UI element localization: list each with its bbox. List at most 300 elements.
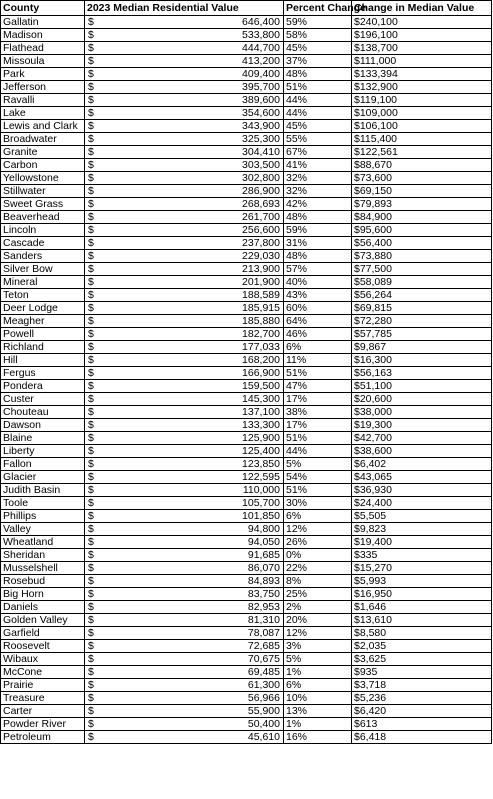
percent-change-cell[interactable]: 12%	[284, 523, 352, 536]
percent-change-cell[interactable]: 6%	[284, 679, 352, 692]
currency-symbol: $	[88, 42, 94, 54]
percent-change-cell[interactable]: 37%	[284, 55, 352, 68]
county-cell[interactable]: Sheridan	[1, 549, 85, 562]
change-in-value-cell[interactable]: $56,163	[352, 367, 492, 380]
percent-change-cell[interactable]: 32%	[284, 172, 352, 185]
change-in-value-cell[interactable]: $935	[352, 666, 492, 679]
median-value-cell[interactable]	[85, 432, 284, 445]
median-value-cell[interactable]	[85, 211, 284, 224]
median-value-cell[interactable]	[85, 237, 284, 250]
county-cell[interactable]: Flathead	[1, 42, 85, 55]
median-value: 137,100	[242, 406, 280, 418]
percent-change-cell[interactable]: 44%	[284, 445, 352, 458]
currency-symbol: $	[88, 497, 94, 509]
median-value: 82,953	[247, 601, 280, 613]
median-value-cell[interactable]	[85, 81, 284, 94]
county-cell[interactable]: Meagher	[1, 315, 85, 328]
change-in-value-cell[interactable]: $16,300	[352, 354, 492, 367]
county-cell[interactable]: Granite	[1, 146, 85, 159]
county-cell[interactable]: Glacier	[1, 471, 85, 484]
county-cell[interactable]: Silver Bow	[1, 263, 85, 276]
median-value: 110,000	[242, 484, 280, 496]
median-value-cell[interactable]	[85, 263, 284, 276]
median-value: 389,600	[242, 94, 280, 106]
change-in-value-cell[interactable]: $5,236	[352, 692, 492, 705]
percent-change-cell[interactable]: 45%	[284, 120, 352, 133]
change-in-value-cell[interactable]: $119,100	[352, 94, 492, 107]
change-in-value-cell[interactable]: $57,785	[352, 328, 492, 341]
median-value-cell[interactable]	[85, 614, 284, 627]
percent-change-cell[interactable]: 48%	[284, 250, 352, 263]
percent-change-cell[interactable]: 51%	[284, 367, 352, 380]
percent-change-cell[interactable]: 6%	[284, 510, 352, 523]
change-in-value-cell[interactable]: $36,930	[352, 484, 492, 497]
change-in-value-cell[interactable]: $51,100	[352, 380, 492, 393]
county-cell[interactable]: Teton	[1, 289, 85, 302]
median-value-cell[interactable]	[85, 510, 284, 523]
currency-symbol: $	[88, 172, 94, 184]
percent-change-cell[interactable]: 20%	[284, 614, 352, 627]
county-cell[interactable]: Petroleum	[1, 731, 85, 744]
percent-change-cell[interactable]: 44%	[284, 94, 352, 107]
county-cell[interactable]: Musselshell	[1, 562, 85, 575]
percent-change-cell[interactable]: 48%	[284, 68, 352, 81]
change-in-value-cell[interactable]: $13,610	[352, 614, 492, 627]
county-cell[interactable]: Phillips	[1, 510, 85, 523]
county-cell[interactable]: Prairie	[1, 679, 85, 692]
change-in-value-cell[interactable]: $115,400	[352, 133, 492, 146]
change-in-value-cell[interactable]: $69,815	[352, 302, 492, 315]
county-cell[interactable]: Cascade	[1, 237, 85, 250]
county-cell[interactable]: Broadwater	[1, 133, 85, 146]
median-value: 56,966	[247, 692, 280, 704]
median-value-cell[interactable]	[85, 341, 284, 354]
percent-change-cell[interactable]: 45%	[284, 42, 352, 55]
percent-change-cell[interactable]: 47%	[284, 380, 352, 393]
change-in-value-cell[interactable]: $58,089	[352, 276, 492, 289]
median-value-cell[interactable]	[85, 120, 284, 133]
county-cell[interactable]: Ravalli	[1, 94, 85, 107]
median-value-cell[interactable]	[85, 692, 284, 705]
change-in-value-cell[interactable]: $3,625	[352, 653, 492, 666]
percent-change-cell[interactable]: 43%	[284, 289, 352, 302]
change-in-value-cell[interactable]: $77,500	[352, 263, 492, 276]
county-cell[interactable]: Daniels	[1, 601, 85, 614]
median-value: 185,915	[242, 302, 280, 314]
change-in-value-cell[interactable]: $111,000	[352, 55, 492, 68]
median-value-cell[interactable]	[85, 549, 284, 562]
change-in-value-cell[interactable]: $72,280	[352, 315, 492, 328]
percent-change-cell[interactable]: 67%	[284, 146, 352, 159]
table-row	[1, 562, 492, 575]
change-in-value-cell[interactable]: $335	[352, 549, 492, 562]
county-cell[interactable]: Rosebud	[1, 575, 85, 588]
percent-change-cell[interactable]: 41%	[284, 159, 352, 172]
median-value-cell[interactable]	[85, 588, 284, 601]
change-in-value-cell[interactable]: $3,718	[352, 679, 492, 692]
table-row	[1, 510, 492, 523]
header-median-value[interactable]: 2023 Median Residential Value	[85, 1, 284, 16]
median-value: 61,300	[247, 679, 280, 691]
change-in-value-cell[interactable]: $19,400	[352, 536, 492, 549]
table-row	[1, 94, 492, 107]
table-row	[1, 497, 492, 510]
table-row	[1, 406, 492, 419]
currency-symbol: $	[88, 276, 94, 288]
county-cell[interactable]: Park	[1, 68, 85, 81]
county-cell[interactable]: Fallon	[1, 458, 85, 471]
percent-change-cell[interactable]: 8%	[284, 575, 352, 588]
median-value: 69,485	[247, 666, 280, 678]
county-cell[interactable]: Chouteau	[1, 406, 85, 419]
currency-symbol: $	[88, 458, 94, 470]
county-cell[interactable]: Jefferson	[1, 81, 85, 94]
change-in-value-cell[interactable]: $42,700	[352, 432, 492, 445]
change-in-value-cell[interactable]: $95,600	[352, 224, 492, 237]
change-in-value-cell[interactable]: $5,505	[352, 510, 492, 523]
change-in-value-cell[interactable]: $20,600	[352, 393, 492, 406]
county-cell[interactable]: Liberty	[1, 445, 85, 458]
header-percent-change[interactable]: Percent Change	[284, 1, 352, 16]
percent-change-cell[interactable]: 1%	[284, 666, 352, 679]
percent-change-cell[interactable]: 26%	[284, 536, 352, 549]
median-value-cell[interactable]	[85, 315, 284, 328]
currency-symbol: $	[88, 146, 94, 158]
county-cell[interactable]: Valley	[1, 523, 85, 536]
county-cell[interactable]: Sanders	[1, 250, 85, 263]
county-cell[interactable]: Carter	[1, 705, 85, 718]
median-value-cell[interactable]	[85, 42, 284, 55]
change-in-value-cell[interactable]: $69,150	[352, 185, 492, 198]
county-cell[interactable]: Golden Valley	[1, 614, 85, 627]
percent-change-cell[interactable]: 0%	[284, 549, 352, 562]
median-value-cell[interactable]	[85, 185, 284, 198]
percent-change-cell[interactable]: 59%	[284, 224, 352, 237]
median-value-cell[interactable]	[85, 640, 284, 653]
percent-change-cell[interactable]: 58%	[284, 29, 352, 42]
county-cell[interactable]: Fergus	[1, 367, 85, 380]
median-value: 125,900	[242, 432, 280, 444]
table-row	[1, 133, 492, 146]
median-value-cell[interactable]	[85, 68, 284, 81]
percent-change-cell[interactable]: 17%	[284, 393, 352, 406]
currency-symbol: $	[88, 406, 94, 418]
median-value: 50,400	[247, 718, 280, 730]
county-cell[interactable]: McCone	[1, 666, 85, 679]
header-change-in-value[interactable]: Change in Median Value	[352, 1, 492, 16]
table-row	[1, 107, 492, 120]
median-value: 213,900	[242, 263, 280, 275]
median-value-cell[interactable]	[85, 198, 284, 211]
table-row	[1, 471, 492, 484]
percent-change-cell[interactable]: 57%	[284, 263, 352, 276]
change-in-value-cell[interactable]: $73,880	[352, 250, 492, 263]
percent-change-cell[interactable]: 60%	[284, 302, 352, 315]
percent-change-cell[interactable]: 54%	[284, 471, 352, 484]
median-value-cell[interactable]	[85, 445, 284, 458]
median-value: 646,400	[242, 16, 280, 28]
percent-change-cell[interactable]: 51%	[284, 432, 352, 445]
median-value: 237,800	[242, 237, 280, 249]
median-value-cell[interactable]	[85, 666, 284, 679]
median-value-cell[interactable]	[85, 55, 284, 68]
median-value: 201,900	[242, 276, 280, 288]
median-value-cell[interactable]	[85, 159, 284, 172]
median-value-cell[interactable]	[85, 289, 284, 302]
percent-change-cell[interactable]: 31%	[284, 237, 352, 250]
percent-change-cell[interactable]: 64%	[284, 315, 352, 328]
median-value-cell[interactable]	[85, 601, 284, 614]
change-in-value-cell[interactable]: $6,420	[352, 705, 492, 718]
median-value-cell[interactable]	[85, 705, 284, 718]
table-row	[1, 367, 492, 380]
percent-change-cell[interactable]: 30%	[284, 497, 352, 510]
change-in-value-cell[interactable]: $132,900	[352, 81, 492, 94]
median-value-cell[interactable]	[85, 354, 284, 367]
county-cell[interactable]: Blaine	[1, 432, 85, 445]
change-in-value-cell[interactable]: $6,402	[352, 458, 492, 471]
median-value-cell[interactable]	[85, 536, 284, 549]
change-in-value-cell[interactable]: $240,100	[352, 16, 492, 29]
county-cell[interactable]: Powell	[1, 328, 85, 341]
median-value-cell[interactable]	[85, 575, 284, 588]
currency-symbol: $	[88, 185, 94, 197]
county-cell[interactable]: Wibaux	[1, 653, 85, 666]
county-cell[interactable]: Missoula	[1, 55, 85, 68]
change-in-value-cell[interactable]: $9,867	[352, 341, 492, 354]
county-cell[interactable]: Madison	[1, 29, 85, 42]
median-value: 413,200	[242, 55, 280, 67]
median-value-cell[interactable]	[85, 302, 284, 315]
table-row	[1, 731, 492, 744]
county-cell[interactable]: Gallatin	[1, 16, 85, 29]
median-value: 261,700	[242, 211, 280, 223]
percent-change-cell[interactable]: 12%	[284, 627, 352, 640]
header-county[interactable]: County	[1, 1, 85, 16]
percent-change-cell[interactable]: 1%	[284, 718, 352, 731]
change-in-value-cell[interactable]: $88,670	[352, 159, 492, 172]
median-value-cell[interactable]	[85, 94, 284, 107]
median-value: 133,300	[242, 419, 280, 431]
change-in-value-cell[interactable]: $56,264	[352, 289, 492, 302]
table-row	[1, 211, 492, 224]
percent-change-cell[interactable]: 11%	[284, 354, 352, 367]
change-in-value-cell[interactable]: $9,823	[352, 523, 492, 536]
median-value-cell[interactable]	[85, 367, 284, 380]
percent-change-cell[interactable]: 22%	[284, 562, 352, 575]
change-in-value-cell[interactable]: $38,000	[352, 406, 492, 419]
median-value: 185,880	[242, 315, 280, 327]
percent-change-cell[interactable]: 42%	[284, 198, 352, 211]
median-value: 177,033	[242, 341, 280, 353]
median-value: 166,900	[242, 367, 280, 379]
median-value-cell[interactable]	[85, 224, 284, 237]
median-value-cell[interactable]	[85, 380, 284, 393]
percent-change-cell[interactable]: 32%	[284, 185, 352, 198]
county-cell[interactable]: Big Horn	[1, 588, 85, 601]
median-value: 268,693	[242, 198, 280, 210]
change-in-value-cell[interactable]: $8,580	[352, 627, 492, 640]
median-value: 409,400	[242, 68, 280, 80]
county-cell[interactable]: Wheatland	[1, 536, 85, 549]
median-value-cell[interactable]	[85, 471, 284, 484]
table-row	[1, 146, 492, 159]
median-value-cell[interactable]	[85, 133, 284, 146]
median-value-cell[interactable]	[85, 328, 284, 341]
table-row	[1, 224, 492, 237]
median-value-cell[interactable]	[85, 419, 284, 432]
percent-change-cell[interactable]: 10%	[284, 692, 352, 705]
currency-symbol: $	[88, 705, 94, 717]
median-value: 168,200	[242, 354, 280, 366]
percent-change-cell[interactable]: 5%	[284, 458, 352, 471]
percent-change-cell[interactable]: 2%	[284, 601, 352, 614]
percent-change-cell[interactable]: 5%	[284, 653, 352, 666]
change-in-value-cell[interactable]: $43,065	[352, 471, 492, 484]
median-value: 303,500	[242, 159, 280, 171]
median-value-cell[interactable]	[85, 627, 284, 640]
county-cell[interactable]: Yellowstone	[1, 172, 85, 185]
percent-change-cell[interactable]: 38%	[284, 406, 352, 419]
currency-symbol: $	[88, 263, 94, 275]
percent-change-cell[interactable]: 46%	[284, 328, 352, 341]
median-value-cell[interactable]	[85, 562, 284, 575]
percent-change-cell[interactable]: 59%	[284, 16, 352, 29]
currency-symbol: $	[88, 627, 94, 639]
table-row	[1, 302, 492, 315]
percent-change-cell[interactable]: 44%	[284, 107, 352, 120]
county-cell[interactable]: Garfield	[1, 627, 85, 640]
percent-change-cell[interactable]: 6%	[284, 341, 352, 354]
median-value: 125,400	[242, 445, 280, 457]
table-row	[1, 419, 492, 432]
change-in-value-cell[interactable]: $73,600	[352, 172, 492, 185]
county-cell[interactable]: Sweet Grass	[1, 198, 85, 211]
county-cell[interactable]: Beaverhead	[1, 211, 85, 224]
median-value-cell[interactable]	[85, 107, 284, 120]
county-cell[interactable]: Lewis and Clark	[1, 120, 85, 133]
median-value-cell[interactable]	[85, 172, 284, 185]
county-cell[interactable]: Lake	[1, 107, 85, 120]
change-in-value-cell[interactable]: $196,100	[352, 29, 492, 42]
median-value-cell[interactable]	[85, 679, 284, 692]
currency-symbol: $	[88, 107, 94, 119]
median-value-cell[interactable]	[85, 146, 284, 159]
percent-change-cell[interactable]: 13%	[284, 705, 352, 718]
table-row	[1, 263, 492, 276]
percent-change-cell[interactable]: 48%	[284, 211, 352, 224]
county-cell[interactable]: Deer Lodge	[1, 302, 85, 315]
change-in-value-cell[interactable]: $2,035	[352, 640, 492, 653]
change-in-value-cell[interactable]: $5,993	[352, 575, 492, 588]
change-in-value-cell[interactable]: $56,400	[352, 237, 492, 250]
county-cell[interactable]: Carbon	[1, 159, 85, 172]
median-value: 78,087	[247, 627, 280, 639]
change-in-value-cell[interactable]: $15,270	[352, 562, 492, 575]
county-cell[interactable]: Custer	[1, 393, 85, 406]
median-value: 533,800	[242, 29, 280, 41]
median-value-cell[interactable]	[85, 523, 284, 536]
median-value: 123,850	[242, 458, 280, 470]
currency-symbol: $	[88, 692, 94, 704]
percent-change-cell[interactable]: 3%	[284, 640, 352, 653]
percent-change-cell[interactable]: 51%	[284, 81, 352, 94]
county-cell[interactable]: Richland	[1, 341, 85, 354]
change-in-value-cell[interactable]: $138,700	[352, 42, 492, 55]
median-value-cell[interactable]	[85, 653, 284, 666]
percent-change-cell[interactable]: 16%	[284, 731, 352, 744]
table-row	[1, 55, 492, 68]
median-value-cell[interactable]	[85, 718, 284, 731]
percent-change-cell[interactable]: 55%	[284, 133, 352, 146]
county-cell[interactable]: Powder River	[1, 718, 85, 731]
median-value-cell[interactable]	[85, 497, 284, 510]
percent-change-cell[interactable]: 25%	[284, 588, 352, 601]
currency-symbol: $	[88, 419, 94, 431]
median-value-cell[interactable]	[85, 731, 284, 744]
median-value: 83,750	[247, 588, 280, 600]
county-cell[interactable]: Hill	[1, 354, 85, 367]
change-in-value-cell[interactable]: $133,394	[352, 68, 492, 81]
median-value-cell[interactable]	[85, 458, 284, 471]
median-value-cell[interactable]	[85, 393, 284, 406]
change-in-value-cell[interactable]: $6,418	[352, 731, 492, 744]
currency-symbol: $	[88, 237, 94, 249]
currency-symbol: $	[88, 367, 94, 379]
county-cell[interactable]: Judith Basin	[1, 484, 85, 497]
median-value: 86,070	[247, 562, 280, 574]
change-in-value-cell[interactable]: $19,300	[352, 419, 492, 432]
percent-change-cell[interactable]: 40%	[284, 276, 352, 289]
county-cell[interactable]: Lincoln	[1, 224, 85, 237]
table-row	[1, 81, 492, 94]
median-value-cell[interactable]	[85, 29, 284, 42]
county-cell[interactable]: Dawson	[1, 419, 85, 432]
change-in-value-cell[interactable]: $613	[352, 718, 492, 731]
median-value-cell[interactable]	[85, 276, 284, 289]
table-row	[1, 588, 492, 601]
change-in-value-cell[interactable]: $16,950	[352, 588, 492, 601]
change-in-value-cell[interactable]: $1,646	[352, 601, 492, 614]
change-in-value-cell[interactable]: $79,893	[352, 198, 492, 211]
currency-symbol: $	[88, 380, 94, 392]
median-value: 444,700	[242, 42, 280, 54]
county-cell[interactable]: Mineral	[1, 276, 85, 289]
county-cell[interactable]: Stillwater	[1, 185, 85, 198]
change-in-value-cell[interactable]: $38,600	[352, 445, 492, 458]
table-row	[1, 705, 492, 718]
median-value: 325,300	[242, 133, 280, 145]
change-in-value-cell[interactable]: $106,100	[352, 120, 492, 133]
currency-symbol: $	[88, 159, 94, 171]
change-in-value-cell[interactable]: $109,000	[352, 107, 492, 120]
change-in-value-cell[interactable]: $24,400	[352, 497, 492, 510]
percent-change-cell[interactable]: 51%	[284, 484, 352, 497]
percent-change-cell[interactable]: 17%	[284, 419, 352, 432]
median-value: 188,589	[242, 289, 280, 301]
county-cell[interactable]: Roosevelt	[1, 640, 85, 653]
median-value-cell[interactable]	[85, 406, 284, 419]
change-in-value-cell[interactable]: $84,900	[352, 211, 492, 224]
county-cell[interactable]: Treasure	[1, 692, 85, 705]
change-in-value-cell[interactable]: $122,561	[352, 146, 492, 159]
median-value-cell[interactable]	[85, 16, 284, 29]
median-value-cell[interactable]	[85, 484, 284, 497]
currency-symbol: $	[88, 666, 94, 678]
median-value-cell[interactable]	[85, 250, 284, 263]
county-cell[interactable]: Pondera	[1, 380, 85, 393]
county-cell[interactable]: Toole	[1, 497, 85, 510]
